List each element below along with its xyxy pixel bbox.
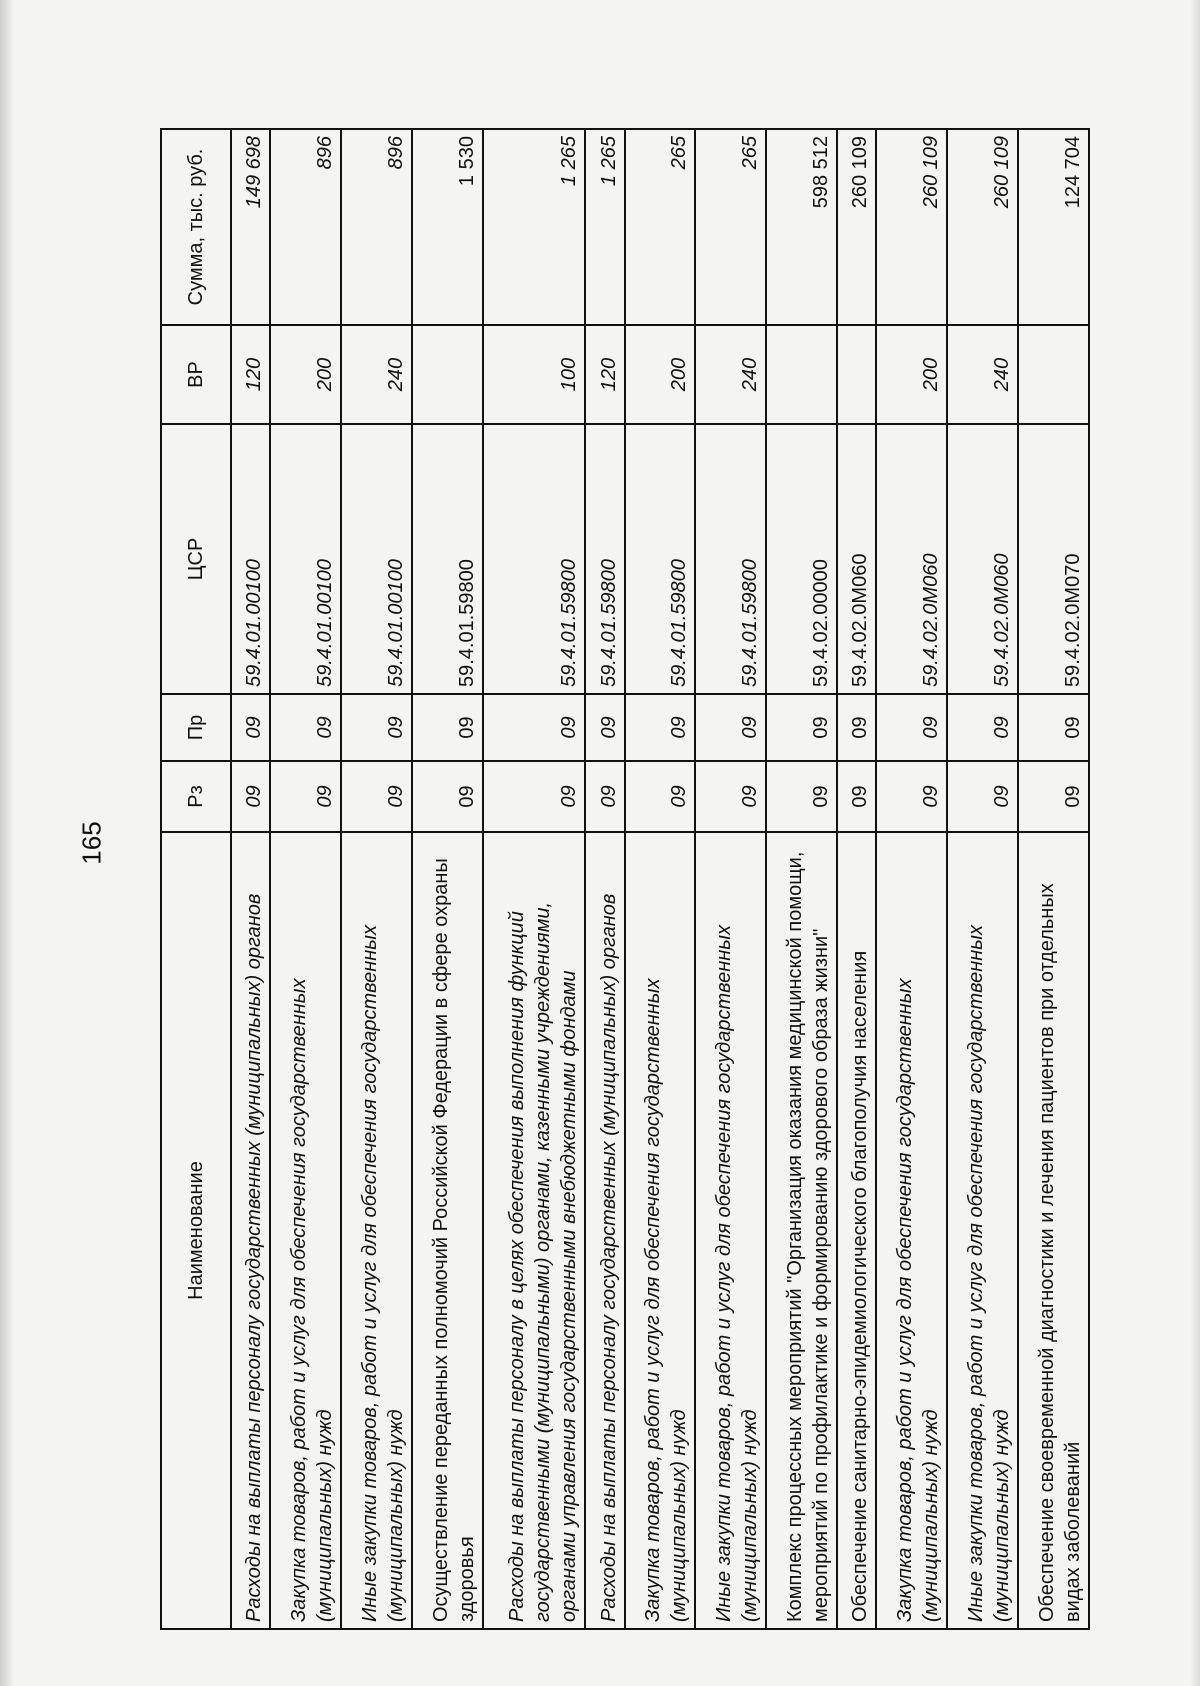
row-pr-cell: 09 bbox=[876, 694, 947, 761]
row-csr-cell: 59.4.01.00100 bbox=[270, 424, 341, 694]
row-name-cell: Расходы на выплаты персоналу в целях обеспечения выполнения функций государственными (муниципальными) органами, казенными учреждениями, органами управления государственными внебюджетными фондами bbox=[483, 832, 586, 1629]
row-rz-cell: 09 bbox=[837, 761, 876, 832]
row-rz-cell: 09 bbox=[947, 761, 1018, 832]
row-vr-cell: 120 bbox=[231, 325, 270, 424]
row-sum-cell: 260 109 bbox=[947, 129, 1018, 325]
row-rz-cell: 09 bbox=[341, 761, 412, 832]
table-row bbox=[585, 129, 624, 1629]
rotated-table-frame bbox=[160, 130, 1090, 1630]
table-row bbox=[766, 129, 837, 1629]
row-vr-cell: 240 bbox=[695, 325, 766, 424]
budget-table bbox=[160, 128, 1090, 1630]
header-sum: Сумма, тыс. руб. bbox=[161, 129, 231, 325]
table-row bbox=[483, 129, 586, 1629]
row-rz-cell: 09 bbox=[585, 761, 624, 832]
row-sum-cell: 265 bbox=[625, 129, 696, 325]
row-csr-cell: 59.4.02.0М060 bbox=[947, 424, 1018, 694]
row-name-cell: Закупка товаров, работ и услуг для обеспечения государственных (муниципальных) нужд bbox=[876, 832, 947, 1629]
row-vr-cell bbox=[1018, 325, 1089, 424]
row-name-cell: Обеспечение своевременной диагностики и лечения пациентов при отдельных видах заболеваний bbox=[1018, 832, 1089, 1629]
row-rz-cell: 09 bbox=[625, 761, 696, 832]
header-name: Наименование bbox=[161, 832, 231, 1629]
row-csr-cell: 59.4.01.59800 bbox=[483, 424, 586, 694]
table-row bbox=[270, 129, 341, 1629]
table-wrapper bbox=[160, 130, 1200, 1630]
row-pr-cell: 09 bbox=[270, 694, 341, 761]
row-pr-cell: 09 bbox=[585, 694, 624, 761]
row-rz-cell: 09 bbox=[695, 761, 766, 832]
row-csr-cell: 59.4.02.0М060 bbox=[837, 424, 876, 694]
row-vr-cell: 240 bbox=[341, 325, 412, 424]
header-rz: Рз bbox=[161, 761, 231, 832]
row-name-cell: Осуществление переданных полномочий Российской Федерации в сфере охраны здоровья bbox=[412, 832, 483, 1629]
row-csr-cell: 59.4.01.59800 bbox=[625, 424, 696, 694]
row-rz-cell: 09 bbox=[231, 761, 270, 832]
row-sum-cell: 149 698 bbox=[231, 129, 270, 325]
row-csr-cell: 59.4.02.0М060 bbox=[876, 424, 947, 694]
row-pr-cell: 09 bbox=[412, 694, 483, 761]
table-row bbox=[231, 129, 270, 1629]
row-sum-cell: 1 530 bbox=[412, 129, 483, 325]
table-row bbox=[1018, 129, 1089, 1629]
row-rz-cell: 09 bbox=[1018, 761, 1089, 832]
row-vr-cell: 200 bbox=[876, 325, 947, 424]
table-row bbox=[695, 129, 766, 1629]
row-name-cell: Закупка товаров, работ и услуг для обеспечения государственных (муниципальных) нужд bbox=[270, 832, 341, 1629]
row-vr-cell: 120 bbox=[585, 325, 624, 424]
row-rz-cell: 09 bbox=[483, 761, 586, 832]
row-csr-cell: 59.4.01.59800 bbox=[585, 424, 624, 694]
row-csr-cell: 59.4.01.00100 bbox=[341, 424, 412, 694]
table-row bbox=[412, 129, 483, 1629]
row-sum-cell: 896 bbox=[270, 129, 341, 325]
row-vr-cell: 200 bbox=[270, 325, 341, 424]
row-sum-cell: 260 109 bbox=[876, 129, 947, 325]
row-vr-cell: 200 bbox=[625, 325, 696, 424]
row-pr-cell: 09 bbox=[483, 694, 586, 761]
row-sum-cell: 896 bbox=[341, 129, 412, 325]
row-rz-cell: 09 bbox=[412, 761, 483, 832]
table-header-row bbox=[161, 129, 231, 1629]
row-name-cell: Закупка товаров, работ и услуг для обеспечения государственных (муниципальных) нужд bbox=[625, 832, 696, 1629]
row-vr-cell bbox=[766, 325, 837, 424]
row-name-cell: Иные закупки товаров, работ и услуг для обеспечения государственных (муниципальных) нужд bbox=[341, 832, 412, 1629]
row-name-cell: Иные закупки товаров, работ и услуг для обеспечения государственных (муниципальных) нужд bbox=[695, 832, 766, 1629]
row-name-cell: Расходы на выплаты персоналу государственных (муниципальных) органов bbox=[585, 832, 624, 1629]
row-name-cell: Обеспечение санитарно-эпидемиологического благополучия населения bbox=[837, 832, 876, 1629]
row-pr-cell: 09 bbox=[341, 694, 412, 761]
row-csr-cell: 59.4.02.0М070 bbox=[1018, 424, 1089, 694]
row-csr-cell: 59.4.01.59800 bbox=[412, 424, 483, 694]
row-sum-cell: 1 265 bbox=[483, 129, 586, 325]
row-csr-cell: 59.4.02.00000 bbox=[766, 424, 837, 694]
row-name-cell: Комплекс процессных мероприятий "Организация оказания медицинской помощи, мероприятий по профилактике и формированию здорового образа жизни" bbox=[766, 832, 837, 1629]
row-pr-cell: 09 bbox=[625, 694, 696, 761]
table-row bbox=[947, 129, 1018, 1629]
header-pr: Пр bbox=[161, 694, 231, 761]
page-number: 165 bbox=[76, 821, 107, 865]
row-sum-cell: 1 265 bbox=[585, 129, 624, 325]
row-rz-cell: 09 bbox=[270, 761, 341, 832]
scan-edge-left bbox=[0, 0, 14, 1686]
row-sum-cell: 124 704 bbox=[1018, 129, 1089, 325]
row-csr-cell: 59.4.01.59800 bbox=[695, 424, 766, 694]
row-name-cell: Иные закупки товаров, работ и услуг для обеспечения государственных (муниципальных) нужд bbox=[947, 832, 1018, 1629]
row-vr-cell bbox=[837, 325, 876, 424]
row-pr-cell: 09 bbox=[231, 694, 270, 761]
row-sum-cell: 598 512 bbox=[766, 129, 837, 325]
table-row bbox=[341, 129, 412, 1629]
table-row bbox=[625, 129, 696, 1629]
table-body bbox=[231, 129, 1089, 1629]
row-vr-cell bbox=[412, 325, 483, 424]
header-vr: ВР bbox=[161, 325, 231, 424]
row-pr-cell: 09 bbox=[766, 694, 837, 761]
row-pr-cell: 09 bbox=[695, 694, 766, 761]
row-sum-cell: 265 bbox=[695, 129, 766, 325]
header-csr: ЦСР bbox=[161, 424, 231, 694]
row-pr-cell: 09 bbox=[1018, 694, 1089, 761]
table-row bbox=[876, 129, 947, 1629]
row-vr-cell: 100 bbox=[483, 325, 586, 424]
row-csr-cell: 59.4.01.00100 bbox=[231, 424, 270, 694]
table-row bbox=[837, 129, 876, 1629]
row-rz-cell: 09 bbox=[766, 761, 837, 832]
row-rz-cell: 09 bbox=[876, 761, 947, 832]
row-vr-cell: 240 bbox=[947, 325, 1018, 424]
row-pr-cell: 09 bbox=[947, 694, 1018, 761]
row-name-cell: Расходы на выплаты персоналу государственных (муниципальных) органов bbox=[231, 832, 270, 1629]
row-sum-cell: 260 109 bbox=[837, 129, 876, 325]
row-pr-cell: 09 bbox=[837, 694, 876, 761]
